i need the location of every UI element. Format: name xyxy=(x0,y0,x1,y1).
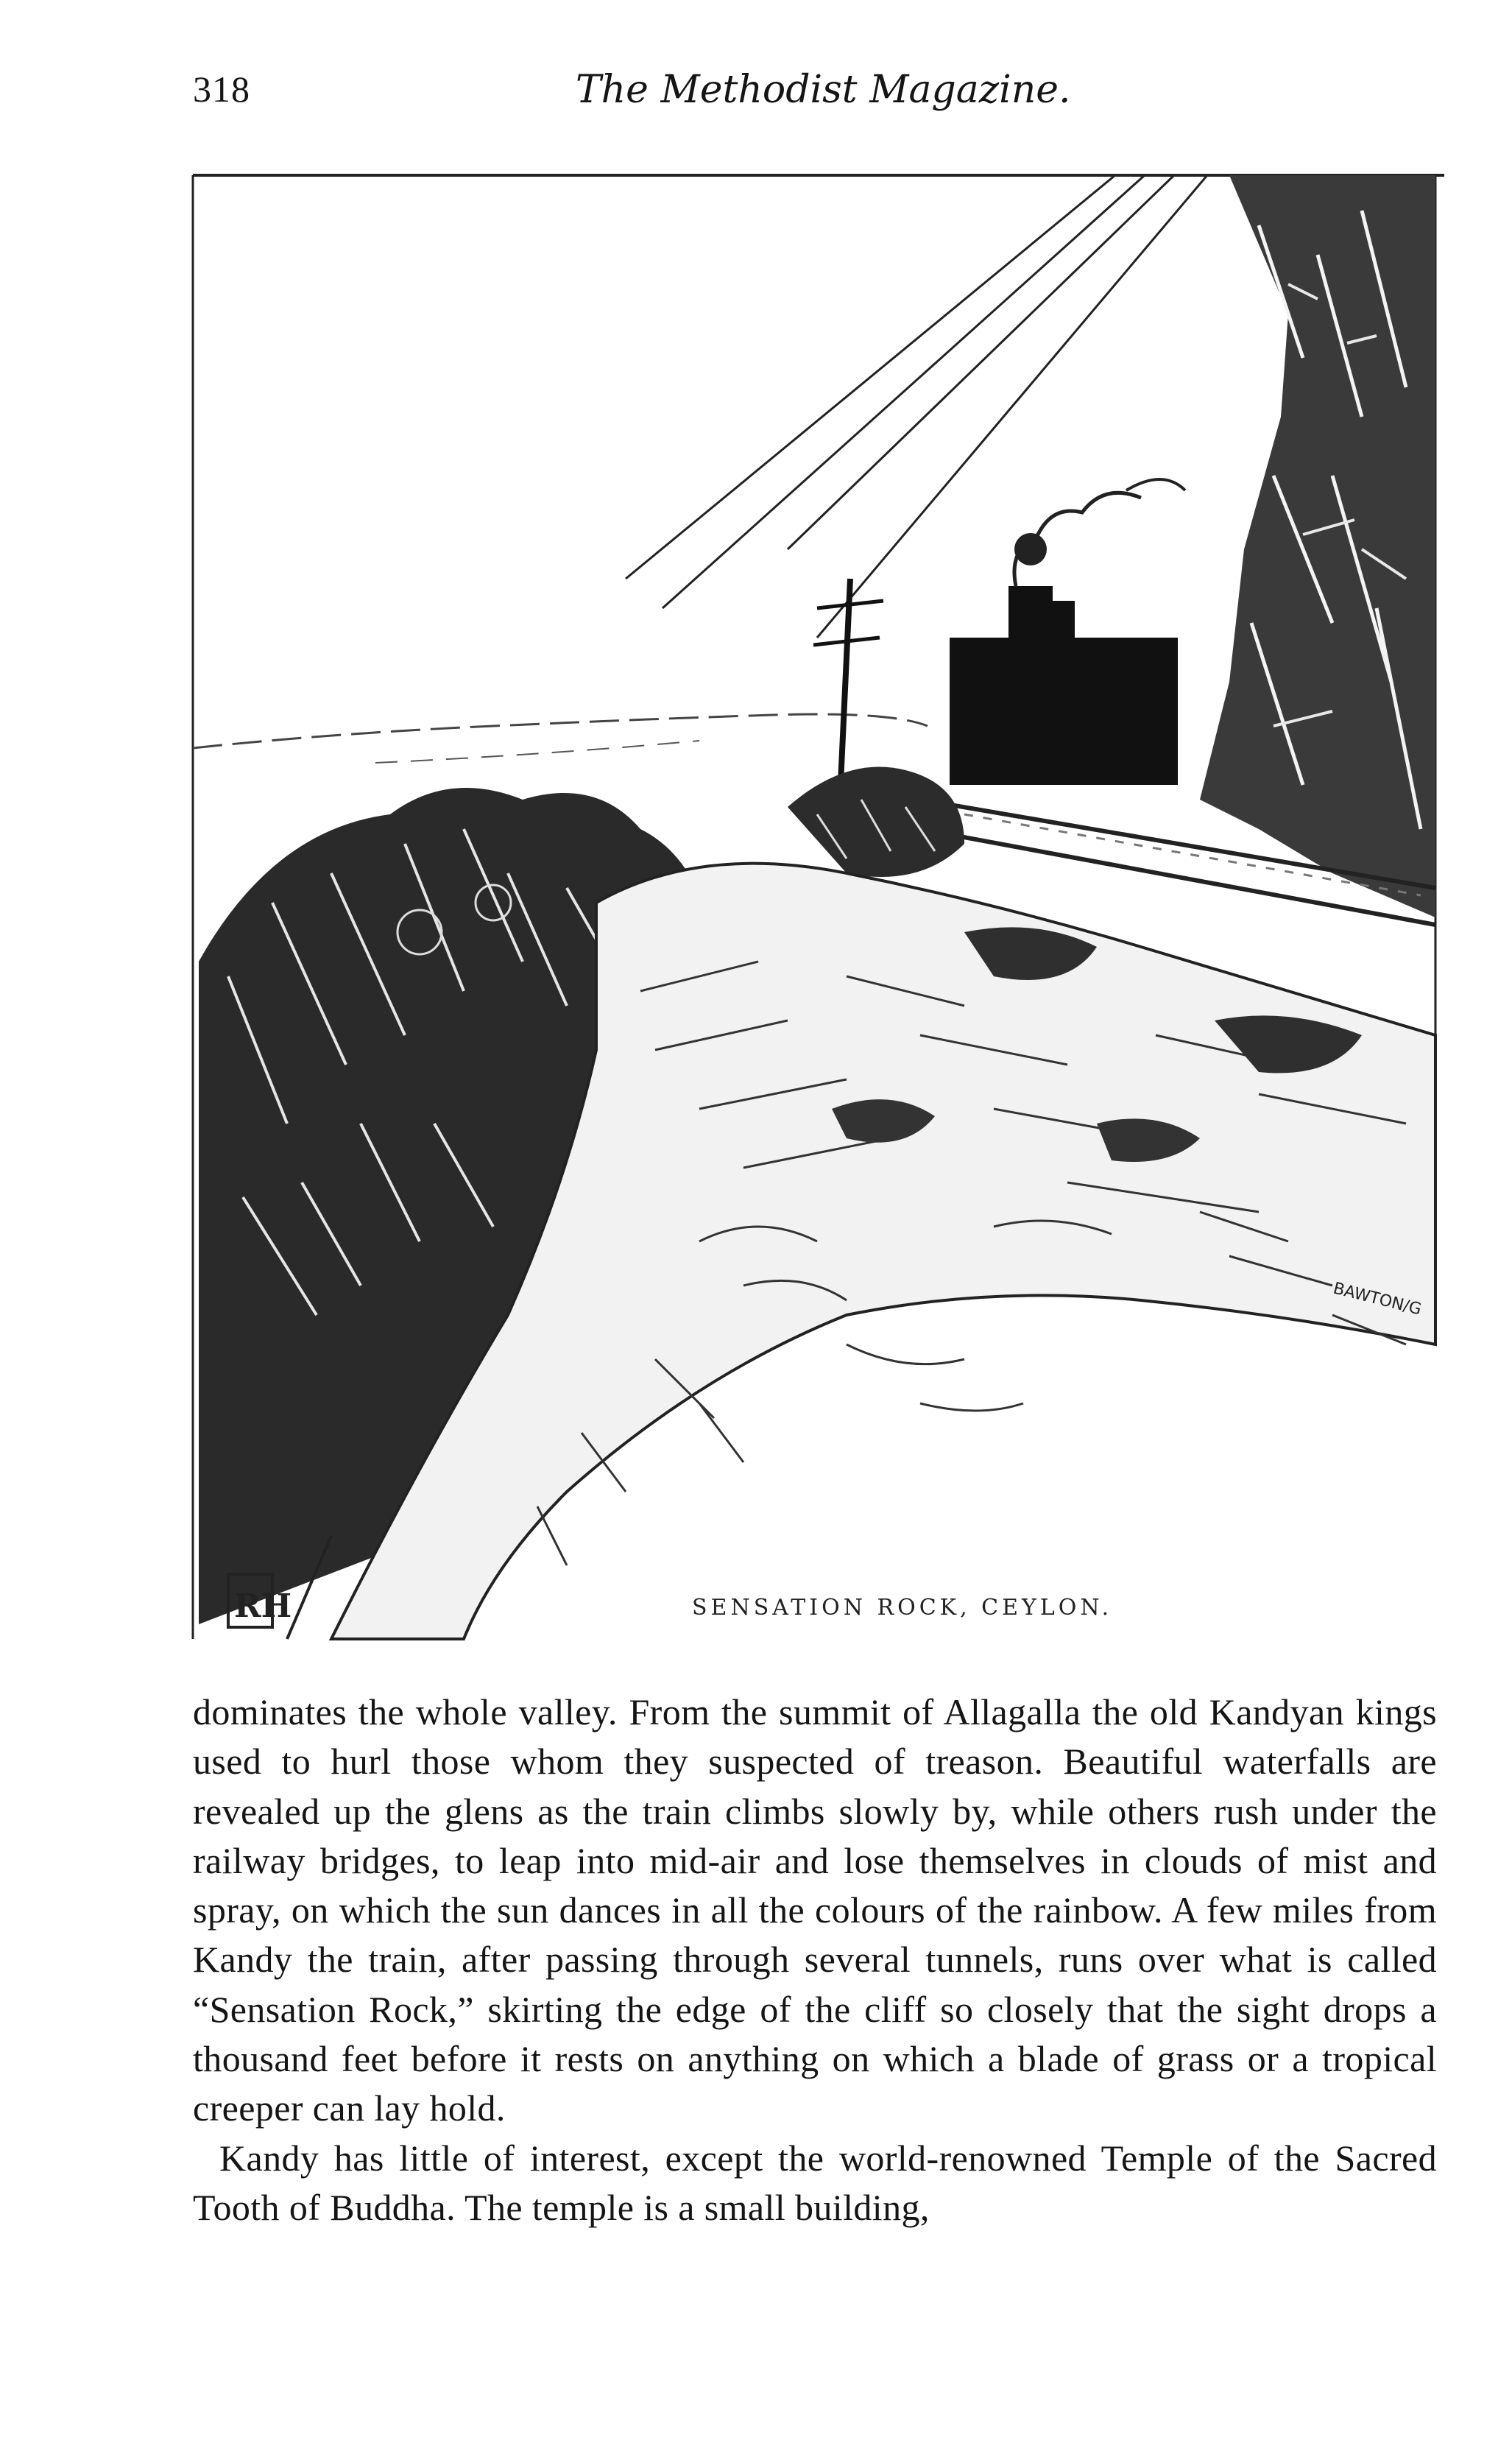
paragraph: dominates the whole valley. From the summit of Allagalla the old Kandyan kings used to hurl those whom they suspected of treason. Beautiful waterfalls are revealed up the glens as the train climbs slowly by, while others rush under the railway bridges, to leap into mid-air and lose themselves in clouds of mist and spray, on which the sun dances in all the colours of the rainbow. A few miles from Kandy the train, after passing through several tunnels, runs over what is called “Sensation Rock,” skirting the edge of the cliff so closely that the sight drops a thousand feet before it rests on anything on which a blade of grass or a tropical creeper can lay hold. xyxy=(193,1691,1437,2129)
article-body xyxy=(193,1688,1437,2232)
svg-text:RH: RH xyxy=(234,1587,292,1625)
artist-signature-mark: BAWTON/G xyxy=(1331,1279,1424,1319)
paragraph: Kandy has little of interest, except the world-renowned Temple of the Sacred Tooth of Buddha. The temple is a small building, xyxy=(193,2137,1437,2228)
illustration-plate xyxy=(184,166,1444,1652)
illustration-caption: SENSATION ROCK, CEYLON. xyxy=(692,1595,1113,1621)
page-header xyxy=(193,68,1415,121)
page-number: 318 xyxy=(193,68,250,110)
sensation-rock-engraving xyxy=(184,166,1444,1652)
running-title: The Methodist Magazine. xyxy=(576,68,1071,112)
